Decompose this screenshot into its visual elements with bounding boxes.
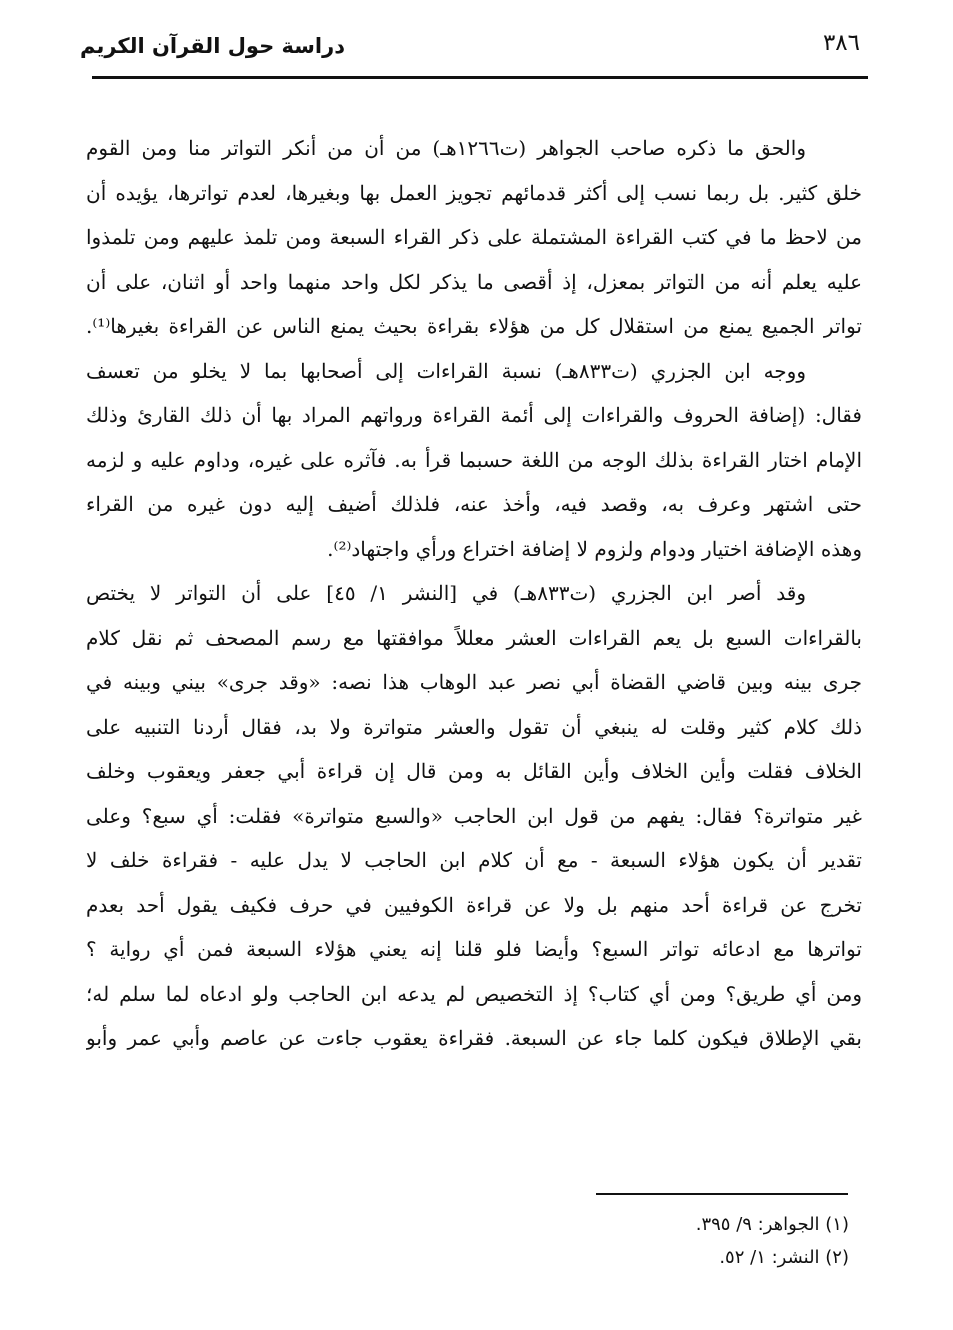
footnote-rule: [596, 1193, 848, 1195]
text-line: جرى بينه وبين قاضي القضاة أبي نصر عبد الوهاب هذا نصه: «وقد جرى» بيني وبينه في: [86, 670, 862, 694]
text-line: تواتر الجميع يمنع من استقلال كل من هؤلاء بقراءة بحيث يمنع الناس عن القراءة بغيرها⁽¹⁾.: [86, 314, 862, 338]
running-title: دراسة حول القرآن الكريم: [79, 34, 345, 58]
text-line: عليه يعلم أنه من التواتر بمعزل، إذ أقصى ما يذكر لكل واحد منهما واحد أو اثنان، على أن: [86, 269, 862, 294]
text-line: خلق كثير. بل ربما نسب إلى أكثر قدمائهم تجويز العمل بها وبغيرها، لعدم تواترها، يؤيده أن: [86, 180, 862, 205]
footnote-2: (٢) النشر: ١/ ٥٢.: [719, 1247, 849, 1268]
text-line: بقي الإطلاق فيكون كلما جاء عن السبعة. فقراءة يعقوب جاءت عن عاصم وأبي عمر وأبو: [86, 1026, 862, 1050]
text-line: فقال: (إضافة الحروف والقراءات إلى أئمة القراءة ورواتهم المراد بها أن ذلك القارئ وذلك: [86, 403, 862, 427]
header-rule: [92, 76, 868, 79]
footnote-1: (١) الجواهر: ٩/ ٣٩٥.: [695, 1214, 849, 1235]
page-number: ٣٨٦: [822, 30, 860, 56]
text-line: وقد أصر ابن الجزري (ت٨٣٣هـ) في [النشر ١/ ٤٥] على أن التواتر لا يختص: [86, 581, 806, 605]
text-line: تواترها مع ادعائه تواتر السبع؟ وأيضا فلو قلنا إنه يعني هؤلاء السبعة فمن أي رواية ؟: [86, 937, 862, 961]
text-line: غير متواترة؟ فقال: يفهم من قول ابن الحاجب «والسبع متواترة» فقلت: أي سبع؟ وعلى: [86, 803, 862, 828]
text-line: الإمام اختار القراءة بذلك الوجه من اللغة حسبما قرأ به. فآثره على غيره، وداوم عليه و لزمه: [86, 447, 862, 472]
text-line: ذلك كلام كثير وقلت له ينبغي أن تقول والعشر متواترة ولا بد، فقال أردنا التنبيه على: [86, 714, 862, 739]
footnotes: [449, 1208, 849, 1274]
page-header: [79, 28, 868, 76]
body-text: [86, 126, 862, 1061]
text-line: حتى اشتهر وعرف به، وقصد فيه، وأخذ عنه، فلذلك أضيف إليه دون غيره من القراء: [86, 492, 862, 516]
text-line: وهذه الإضافة اختيار ودوام ولزوم لا إضافة اختراع ورأي واجتهاد⁽²⁾.: [327, 536, 862, 561]
text-line: من لاحظ ما في كتب القراءة المشتملة على ذكر القراء السبعة ومن تلمذ عليهم ومن تلمذوا: [86, 225, 862, 249]
text-line: تقدير أن يكون هؤلاء السبعة - مع أن كلام ابن الحاجب لا يدل عليه - فقراءة خلف لا: [86, 848, 862, 872]
text-line: ووجه ابن الجزري (ت٨٣٣هـ) نسبة القراءات إلى أصحابها بما لا يخلو من تعسف: [86, 358, 806, 383]
text-line: والحق ما ذكره صاحب الجواهر (ت١٢٦٦هـ) من أن من أنكر التواتر منا ومن القوم: [86, 136, 806, 160]
text-line: تخرج عن قراءة أحد منهم بل ولا عن قراءة الكوفيين في حرف فكيف يقول أحد بعدم: [86, 892, 862, 917]
text-line: الخلاف فقلت وأين الخلاف وأين القائل به ومن قال إن قراءة أبي جعفر ويعقوب وخلف: [86, 759, 862, 783]
text-line: بالقراءات السبع بل يعم القراءات العشر معللاً موافقتها مع رسم المصحف ثم نقل كلام: [86, 625, 862, 650]
text-line: ومن أي طريق؟ ومن أي كتاب؟ إذ التخصيص لم يدعه ابن الحاجب ولو ادعاه لما سلم له؛: [86, 981, 862, 1006]
